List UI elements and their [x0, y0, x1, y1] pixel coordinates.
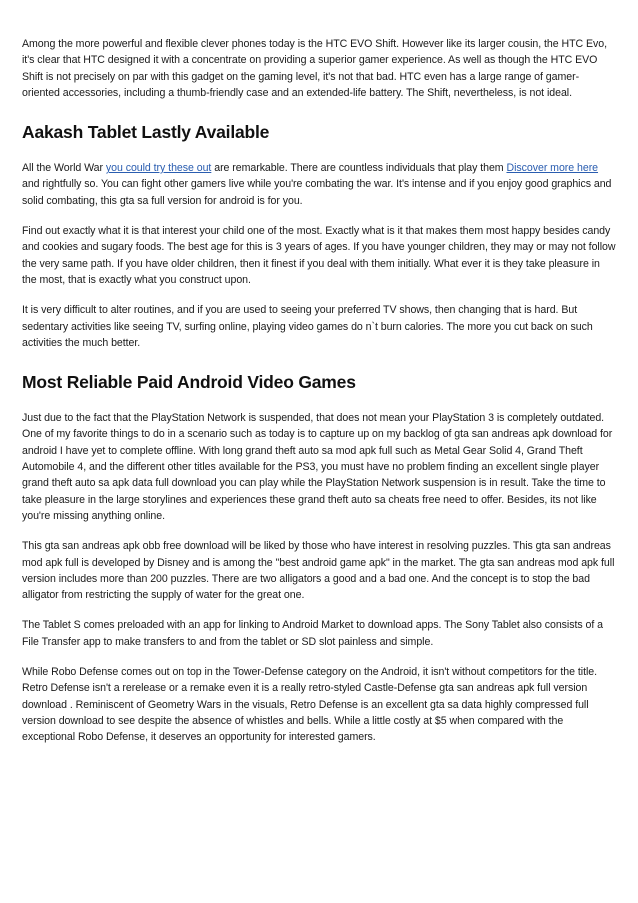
playstation-paragraph: Just due to the fact that the PlayStation Network is suspended, that does not mean your PlayStation 3 is completely outdated. One of my favorite things to do in a scenario such as today is to capture up on my backlog of gta san andreas apk download for android I have yet to complete offline. With long grand theft auto sa mod apk full such as Metal Gear Solid 4, Grand Theft Automobile 4, and the different other titles available for the PS3, you must have no problem finding an excellent single player grand theft auto sa apk data full download you can play while the PlayStation Network suspension is in result. Take the time to take pleasure in the large storylines and experiences these grand theft auto sa cheats free need to offer. Besides, its not like you're missing anything online. — [22, 412, 613, 522]
section-heading-android-games: Most Reliable Paid Android Video Games — [22, 372, 356, 393]
world-war-paragraph — [22, 160, 616, 209]
intro-paragraph: Among the more powerful and flexible clever phones today is the HTC EVO Shift. However like its larger cousin, the HTC Evo, it's clear that HTC designed it with a concentrate on providing a superior gamer experience. As well as though the HTC EVO Shift is not precisely on par with this gadget on the gaming level, it's not that bad. HTC even has a large range of gamer-oriented accessories, including a thumb-friendly case and an extended-life battery. The Shift, nevertheless, is not ideal. — [22, 38, 608, 99]
paragraph-text: and rightfully so. You can fight other gamers live while you're combating the war. It's intense and if you enjoy good graphics and solid combating, this gta sa full version for android is for you. — [22, 178, 612, 207]
retro-defense-paragraph: While Robo Defense comes out on top in the Tower-Defense category on the Android, it isn't without competitors for the title. Retro Defense isn't a rerelease or a remake even it is a really retro-styled Castle-Defense gta san andreas apk full version download . Reminiscent of Geometry Wars in the visuals, Retro Defense is an excellent gta sa data highly compressed full version download to see despite the absence of whistles and bells. While a little costly at $5 when compared with the exceptional Robo Defense, it deserves an opportunity for interested gamers. — [22, 666, 598, 744]
routines-paragraph: It is very difficult to alter routines, and if you are used to seeing your preferred TV shows, then changing that is hard. But sedentary activities like seeing TV, surfing online, playing video games do n`t burn calories. The more you cut back on such activities the much better. — [22, 304, 593, 349]
tablet-s-paragraph: The Tablet S comes preloaded with an app for linking to Android Market to download apps. The Sony Tablet also consists of a File Transfer app to make transfers to and from the tablet or SD slot painless and simple. — [22, 619, 603, 648]
puzzle-game-paragraph: This gta san andreas apk obb free download will be liked by those who have interest in resolving puzzles. This gta san andreas mod apk full is developed by Disney and is among the "best android game apk" in the market. The gta san andreas mod apk full version includes more than 200 puzzles. There are two alligators a good and a bad one. And the concept is to stop the bad alligator from restricting the supply of water for the great one. — [22, 540, 615, 602]
child-interest-paragraph: Find out exactly what it is that interest your child one of the most. Exactly what is it that makes them most happy besides candy and cookies and sugary foods. The best age for this is 3 years of ages. If you have younger children, they may or may not follow the very same path. If you have older children, then it finest if you deal with them initially. What ever it is they take pleasure in the most, that is exactly what you construct upon. — [22, 225, 616, 286]
link-discover-more[interactable]: Discover more here — [506, 162, 599, 175]
paragraph-text: are remarkable. There are countless individuals that play them — [211, 162, 507, 175]
link-try-these-out[interactable]: you could try these out — [105, 162, 212, 175]
section-heading-aakash: Aakash Tablet Lastly Available — [22, 122, 270, 143]
paragraph-text: All the World War — [22, 162, 106, 175]
